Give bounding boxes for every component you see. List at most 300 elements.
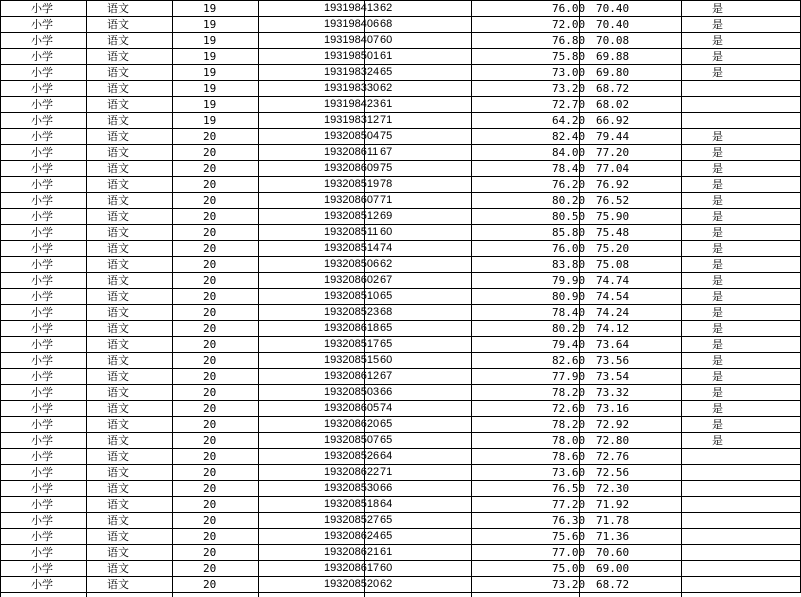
cell-total-score[interactable]: 73.16 bbox=[580, 401, 682, 417]
cell-total-score[interactable]: 74.74 bbox=[580, 273, 682, 289]
cell-class[interactable]: 20 bbox=[173, 353, 259, 369]
cell-exam-id[interactable]: 193208527 bbox=[259, 513, 365, 529]
cell-written-score[interactable]: 62 bbox=[365, 257, 472, 273]
cell-exam-id[interactable]: 193198324 bbox=[259, 65, 365, 81]
cell-level[interactable]: 小学 bbox=[1, 241, 87, 257]
cell-subject[interactable]: 语文 bbox=[87, 481, 173, 497]
cell-level[interactable]: 小学 bbox=[1, 145, 87, 161]
cell-total-score[interactable]: 72.30 bbox=[580, 481, 682, 497]
cell-written-score[interactable]: 62 bbox=[365, 1, 472, 17]
cell-exam-id[interactable]: 193198330 bbox=[259, 81, 365, 97]
cell-total-score[interactable]: 72.92 bbox=[580, 417, 682, 433]
cell-class[interactable]: 20 bbox=[173, 577, 259, 593]
cell-exam-id[interactable]: 193208507 bbox=[259, 433, 365, 449]
cell-written-score[interactable]: 69 bbox=[365, 209, 472, 225]
cell-class[interactable]: 20 bbox=[173, 401, 259, 417]
cell-class[interactable]: 19 bbox=[173, 97, 259, 113]
cell-pass-flag[interactable]: 是 bbox=[682, 49, 801, 65]
cell-class[interactable]: 19 bbox=[173, 17, 259, 33]
cell-subject[interactable]: 语文 bbox=[87, 513, 173, 529]
cell-pass-flag[interactable]: 是 bbox=[682, 17, 801, 33]
cell-class[interactable]: 19 bbox=[173, 1, 259, 17]
cell-class[interactable]: 20 bbox=[173, 529, 259, 545]
cell-subject[interactable]: 语文 bbox=[87, 497, 173, 513]
cell-total-score[interactable]: 70.40 bbox=[580, 17, 682, 33]
cell-written-score[interactable]: 68 bbox=[365, 17, 472, 33]
table-row bbox=[1, 337, 801, 353]
cell-interview-score[interactable]: 76.20 bbox=[472, 177, 580, 193]
cell-interview-score[interactable]: 77.90 bbox=[472, 369, 580, 385]
cell-exam-id[interactable]: 193208612 bbox=[259, 369, 365, 385]
cell-subject[interactable]: 语文 bbox=[87, 577, 173, 593]
cell-subject[interactable]: 语文 bbox=[87, 225, 173, 241]
cell-interview-score[interactable]: 64.20 bbox=[472, 113, 580, 129]
cell-level[interactable]: 小学 bbox=[1, 49, 87, 65]
cell-pass-flag[interactable] bbox=[682, 113, 801, 129]
cell-subject[interactable]: 语文 bbox=[87, 65, 173, 81]
cell-exam-id[interactable]: 193208512 bbox=[259, 209, 365, 225]
cell-level[interactable]: 小学 bbox=[1, 353, 87, 369]
cell-total-score[interactable]: 79.44 bbox=[580, 129, 682, 145]
table-row bbox=[1, 49, 801, 65]
cell-written-score[interactable]: 61 bbox=[365, 545, 472, 561]
cell-written-score[interactable]: 78 bbox=[365, 177, 472, 193]
cell-subject[interactable]: 语文 bbox=[87, 465, 173, 481]
cell-interview-score[interactable]: 77.20 bbox=[472, 497, 580, 513]
cell-total-score[interactable]: 75.90 bbox=[580, 209, 682, 225]
cell-subject[interactable]: 语文 bbox=[87, 273, 173, 289]
cell-level[interactable]: 小学 bbox=[1, 273, 87, 289]
cell-class[interactable]: 20 bbox=[173, 177, 259, 193]
cell-pass-flag[interactable]: 是 bbox=[682, 385, 801, 401]
cell-interview-score[interactable]: 82.60 bbox=[472, 353, 580, 369]
cell-subject[interactable]: 语文 bbox=[87, 193, 173, 209]
cell-subject[interactable]: 语文 bbox=[87, 49, 173, 65]
cell-total-score[interactable]: 74.12 bbox=[580, 321, 682, 337]
cell-written-score[interactable]: 71 bbox=[365, 193, 472, 209]
cell-subject[interactable]: 语文 bbox=[87, 241, 173, 257]
cell-exam-id[interactable]: 193208526 bbox=[259, 449, 365, 465]
cell-class[interactable]: 20 bbox=[173, 497, 259, 513]
cell-level[interactable]: 小学 bbox=[1, 433, 87, 449]
cell-pass-flag[interactable] bbox=[682, 513, 801, 529]
cell-pass-flag[interactable]: 是 bbox=[682, 321, 801, 337]
cell-interview-score[interactable]: 78.40 bbox=[472, 305, 580, 321]
cell-total-score[interactable]: 69.88 bbox=[580, 49, 682, 65]
cell-total-score[interactable]: 72.56 bbox=[580, 465, 682, 481]
cell-subject[interactable]: 语文 bbox=[87, 145, 173, 161]
cell-level[interactable]: 小学 bbox=[1, 129, 87, 145]
cell-level[interactable]: 小学 bbox=[1, 209, 87, 225]
cell-exam-id[interactable]: 193208605 bbox=[259, 401, 365, 417]
cell-pass-flag[interactable]: 是 bbox=[682, 257, 801, 273]
cell-subject[interactable]: 语文 bbox=[87, 97, 173, 113]
cell-class[interactable]: 20 bbox=[173, 433, 259, 449]
cell-written-score[interactable]: 65 bbox=[365, 337, 472, 353]
cell-level[interactable]: 小学 bbox=[1, 193, 87, 209]
cell-interview-score[interactable]: 83.80 bbox=[472, 257, 580, 273]
cell-level[interactable]: 小学 bbox=[1, 321, 87, 337]
cell-interview-score[interactable]: 82.40 bbox=[472, 129, 580, 145]
cell-class[interactable]: 20 bbox=[173, 561, 259, 577]
cell-pass-flag[interactable]: 是 bbox=[682, 353, 801, 369]
cell-level[interactable]: 小学 bbox=[1, 561, 87, 577]
cell-interview-score[interactable]: 73.20 bbox=[472, 81, 580, 97]
cell-interview-score[interactable]: 78.20 bbox=[472, 417, 580, 433]
cell-written-score[interactable]: 65 bbox=[365, 529, 472, 545]
cell-total-score[interactable]: 73.54 bbox=[580, 369, 682, 385]
cell-interview-score[interactable]: 78.00 bbox=[472, 433, 580, 449]
cell-subject[interactable]: 语文 bbox=[87, 177, 173, 193]
cell-class[interactable]: 20 bbox=[173, 465, 259, 481]
cell-total-score[interactable]: 68.72 bbox=[580, 577, 682, 593]
cell-pass-flag[interactable]: 是 bbox=[682, 305, 801, 321]
cell-interview-score[interactable]: 77.00 bbox=[472, 545, 580, 561]
cell-exam-id[interactable]: 193198413 bbox=[259, 1, 365, 17]
cell-class[interactable]: 20 bbox=[173, 289, 259, 305]
table-row bbox=[1, 529, 801, 545]
cell-class[interactable]: 19 bbox=[173, 113, 259, 129]
cell-level[interactable]: 小学 bbox=[1, 529, 87, 545]
cell-exam-id[interactable]: 193208617 bbox=[259, 561, 365, 577]
cell-exam-id[interactable]: 193208510 bbox=[259, 289, 365, 305]
cell-total-score[interactable]: 75.20 bbox=[580, 241, 682, 257]
cell-subject[interactable]: 语文 bbox=[87, 369, 173, 385]
cell-class[interactable]: 20 bbox=[173, 129, 259, 145]
cell-exam-id[interactable]: 193208523 bbox=[259, 305, 365, 321]
cell-total-score[interactable]: 74.54 bbox=[580, 289, 682, 305]
cell-total-score[interactable]: 73.56 bbox=[580, 353, 682, 369]
cell-class[interactable]: 20 bbox=[173, 337, 259, 353]
cell-written-score[interactable]: 62 bbox=[365, 577, 472, 593]
cell-subject[interactable]: 语文 bbox=[87, 401, 173, 417]
cell-pass-flag[interactable]: 是 bbox=[682, 193, 801, 209]
cell-interview-score[interactable]: 80.50 bbox=[472, 209, 580, 225]
cell-subject[interactable]: 语文 bbox=[87, 257, 173, 273]
cell-interview-score[interactable]: 72.60 bbox=[472, 401, 580, 417]
cell-exam-id[interactable]: 193208517 bbox=[259, 337, 365, 353]
cell-subject[interactable]: 语文 bbox=[87, 545, 173, 561]
cell-interview-score[interactable]: 85.80 bbox=[472, 225, 580, 241]
cell-exam-id[interactable]: 193208620 bbox=[259, 417, 365, 433]
cell-subject[interactable]: 语文 bbox=[87, 305, 173, 321]
cell-exam-id[interactable]: 193198312 bbox=[259, 113, 365, 129]
cell-interview-score[interactable]: 84.00 bbox=[472, 145, 580, 161]
cell-exam-id[interactable]: 193208515 bbox=[259, 353, 365, 369]
cell-class[interactable]: 20 bbox=[173, 161, 259, 177]
cell-interview-score[interactable]: 78.40 bbox=[472, 161, 580, 177]
cell-class[interactable]: 20 bbox=[173, 417, 259, 433]
cell-written-score[interactable]: 62 bbox=[365, 81, 472, 97]
cell-subject[interactable]: 语文 bbox=[87, 449, 173, 465]
cell-written-score[interactable]: 61 bbox=[365, 49, 472, 65]
cell-class[interactable]: 20 bbox=[173, 193, 259, 209]
cell-level[interactable]: 小学 bbox=[1, 17, 87, 33]
cell-written-score[interactable]: 65 bbox=[365, 417, 472, 433]
cell-subject[interactable]: 语文 bbox=[87, 113, 173, 129]
cell-class[interactable]: 19 bbox=[173, 49, 259, 65]
cell-level[interactable]: 小学 bbox=[1, 337, 87, 353]
cell-level[interactable]: 小学 bbox=[1, 113, 87, 129]
cell-interview-score[interactable]: 80.20 bbox=[472, 321, 580, 337]
cell-total-score[interactable]: 76.52 bbox=[580, 193, 682, 209]
cell-interview-score[interactable]: 79.40 bbox=[472, 337, 580, 353]
cell-class[interactable]: 20 bbox=[173, 257, 259, 273]
cell-interview-score[interactable]: 76.80 bbox=[472, 33, 580, 49]
cell-written-score[interactable]: 64 bbox=[365, 449, 472, 465]
cell-class[interactable]: 20 bbox=[173, 273, 259, 289]
cell-total-score[interactable]: 69.80 bbox=[580, 65, 682, 81]
cell-exam-id[interactable]: 193208602 bbox=[259, 273, 365, 289]
cell-total-score[interactable]: 71.36 bbox=[580, 529, 682, 545]
cell-pass-flag[interactable] bbox=[682, 497, 801, 513]
cell-class[interactable]: 19 bbox=[173, 65, 259, 81]
cell-total-score[interactable]: 76.92 bbox=[580, 177, 682, 193]
cell-total-score[interactable]: 77.04 bbox=[580, 161, 682, 177]
cell-class[interactable]: 20 bbox=[173, 481, 259, 497]
cell-interview-score[interactable]: 75.80 bbox=[472, 49, 580, 65]
cell-interview-score[interactable]: 76.30 bbox=[472, 513, 580, 529]
cell-class[interactable]: 20 bbox=[173, 449, 259, 465]
cell-subject[interactable]: 语文 bbox=[87, 385, 173, 401]
cell-written-score[interactable]: 60 bbox=[365, 353, 472, 369]
cell-exam-id[interactable]: 193208607 bbox=[259, 193, 365, 209]
cell-interview-score[interactable]: 72.70 bbox=[472, 97, 580, 113]
cell-class[interactable]: 20 bbox=[173, 241, 259, 257]
cell-level[interactable]: 小学 bbox=[1, 289, 87, 305]
cell-pass-flag[interactable]: 是 bbox=[682, 145, 801, 161]
cell-level[interactable]: 小学 bbox=[1, 161, 87, 177]
cell-written-score[interactable]: 68 bbox=[365, 305, 472, 321]
cell-pass-flag[interactable]: 是 bbox=[682, 417, 801, 433]
cell-pass-flag[interactable]: 是 bbox=[682, 337, 801, 353]
cell-level[interactable]: 小学 bbox=[1, 81, 87, 97]
cell-level[interactable]: 小学 bbox=[1, 497, 87, 513]
cell-level[interactable]: 小学 bbox=[1, 65, 87, 81]
cell-subject[interactable]: 语文 bbox=[87, 17, 173, 33]
cell-exam-id[interactable]: 193208609 bbox=[259, 161, 365, 177]
cell-total-score[interactable]: 74.24 bbox=[580, 305, 682, 321]
table-row bbox=[1, 321, 801, 337]
cell-written-score[interactable]: 64 bbox=[365, 497, 472, 513]
cell-pass-flag[interactable] bbox=[682, 81, 801, 97]
cell-pass-flag[interactable]: 是 bbox=[682, 129, 801, 145]
cell-interview-score[interactable]: 79.90 bbox=[472, 273, 580, 289]
cell-written-score[interactable]: 71 bbox=[365, 113, 472, 129]
cell-total-score[interactable]: 70.40 bbox=[580, 1, 682, 17]
cell-level[interactable]: 小学 bbox=[1, 577, 87, 593]
cell-written-score[interactable]: 65 bbox=[365, 65, 472, 81]
cell-interview-score[interactable]: 75.00 bbox=[472, 561, 580, 577]
cell-total-score[interactable]: 71.78 bbox=[580, 513, 682, 529]
cell-exam-id[interactable]: 193208621 bbox=[259, 545, 365, 561]
cell-exam-id[interactable]: 193208611 bbox=[259, 145, 365, 161]
cell-subject[interactable]: 语文 bbox=[87, 161, 173, 177]
cell-subject[interactable]: 语文 bbox=[87, 81, 173, 97]
cell-class[interactable]: 20 bbox=[173, 513, 259, 529]
cell-total-score[interactable]: 72.76 bbox=[580, 449, 682, 465]
cell-written-score[interactable]: 75 bbox=[365, 161, 472, 177]
cell-total-score[interactable]: 69.00 bbox=[580, 561, 682, 577]
cell-pass-flag[interactable]: 是 bbox=[682, 369, 801, 385]
cell-exam-id[interactable]: 193208504 bbox=[259, 129, 365, 145]
cell-exam-id[interactable]: 193208519 bbox=[259, 177, 365, 193]
cell-level[interactable]: 小学 bbox=[1, 545, 87, 561]
cell-pass-flag[interactable]: 是 bbox=[682, 33, 801, 49]
cell-subject[interactable]: 语文 bbox=[87, 417, 173, 433]
cell-written-score[interactable]: 65 bbox=[365, 513, 472, 529]
cell-pass-flag[interactable] bbox=[682, 465, 801, 481]
cell-level[interactable]: 小学 bbox=[1, 401, 87, 417]
cell-written-score[interactable]: 60 bbox=[365, 225, 472, 241]
cell-pass-flag[interactable]: 是 bbox=[682, 65, 801, 81]
cell-exam-id[interactable]: 193208514 bbox=[259, 241, 365, 257]
cell-pass-flag[interactable] bbox=[682, 97, 801, 113]
cell-total-score[interactable]: 75.48 bbox=[580, 225, 682, 241]
cell-pass-flag[interactable]: 是 bbox=[682, 401, 801, 417]
cell-interview-score[interactable]: 76.00 bbox=[472, 1, 580, 17]
cell-level[interactable]: 小学 bbox=[1, 449, 87, 465]
cell-exam-id[interactable]: 193198407 bbox=[259, 33, 365, 49]
cell-written-score[interactable]: 60 bbox=[365, 33, 472, 49]
cell-pass-flag[interactable]: 是 bbox=[682, 225, 801, 241]
cell-exam-id[interactable]: 193208506 bbox=[259, 257, 365, 273]
cell-exam-id[interactable]: 193208622 bbox=[259, 465, 365, 481]
cell-written-score[interactable]: 61 bbox=[365, 97, 472, 113]
cell-total-score[interactable]: 70.08 bbox=[580, 33, 682, 49]
cell-class[interactable]: 20 bbox=[173, 385, 259, 401]
cell-pass-flag[interactable] bbox=[682, 529, 801, 545]
cell-pass-flag[interactable] bbox=[682, 545, 801, 561]
cell-level[interactable]: 小学 bbox=[1, 257, 87, 273]
cell-class[interactable]: 19 bbox=[173, 81, 259, 97]
cell-class[interactable]: 20 bbox=[173, 305, 259, 321]
cell-interview-score[interactable]: 73.60 bbox=[472, 465, 580, 481]
cell-exam-id[interactable]: 193208624 bbox=[259, 529, 365, 545]
cell-subject[interactable]: 语文 bbox=[87, 561, 173, 577]
cell-subject[interactable]: 语文 bbox=[87, 529, 173, 545]
cell-exam-id[interactable]: 193208518 bbox=[259, 497, 365, 513]
cell-pass-flag[interactable] bbox=[682, 481, 801, 497]
cell-class[interactable]: 20 bbox=[173, 321, 259, 337]
cell-pass-flag[interactable]: 是 bbox=[682, 209, 801, 225]
cell-exam-id[interactable]: 193208511 bbox=[259, 225, 365, 241]
cell-total-score[interactable]: 70.60 bbox=[580, 545, 682, 561]
cell-exam-id[interactable]: 193208618 bbox=[259, 321, 365, 337]
cell-written-score[interactable]: 74 bbox=[365, 241, 472, 257]
cell-written-score[interactable]: 67 bbox=[365, 145, 472, 161]
cell-written-score[interactable]: 65 bbox=[365, 321, 472, 337]
cell-level[interactable]: 小学 bbox=[1, 177, 87, 193]
cell-pass-flag[interactable] bbox=[682, 449, 801, 465]
cell-subject[interactable]: 语文 bbox=[87, 33, 173, 49]
cell-exam-id[interactable]: 193198406 bbox=[259, 17, 365, 33]
cell-total-score[interactable]: 73.64 bbox=[580, 337, 682, 353]
cell-exam-id[interactable]: 193198423 bbox=[259, 97, 365, 113]
cell-level[interactable]: 小学 bbox=[1, 385, 87, 401]
cell-subject[interactable]: 语文 bbox=[87, 289, 173, 305]
cell-subject[interactable]: 语文 bbox=[87, 129, 173, 145]
cell-level[interactable]: 小学 bbox=[1, 305, 87, 321]
cell-level[interactable]: 小学 bbox=[1, 225, 87, 241]
cell-total-score[interactable]: 77.20 bbox=[580, 145, 682, 161]
cell-subject[interactable]: 语文 bbox=[87, 209, 173, 225]
cell-pass-flag[interactable]: 是 bbox=[682, 1, 801, 17]
cell-total-score[interactable]: 73.32 bbox=[580, 385, 682, 401]
cell-interview-score[interactable]: 73.00 bbox=[472, 65, 580, 81]
cell-written-score[interactable]: 65 bbox=[365, 289, 472, 305]
cell-written-score[interactable]: 67 bbox=[365, 369, 472, 385]
cell-interview-score[interactable]: 80.20 bbox=[472, 193, 580, 209]
cell-level[interactable]: 小学 bbox=[1, 417, 87, 433]
cell-interview-score[interactable]: 78.60 bbox=[472, 449, 580, 465]
cell-total-score[interactable]: 68.02 bbox=[580, 97, 682, 113]
cell-pass-flag[interactable]: 是 bbox=[682, 289, 801, 305]
cell-level[interactable]: 小学 bbox=[1, 465, 87, 481]
cell-class[interactable]: 20 bbox=[173, 369, 259, 385]
cell-level[interactable]: 小学 bbox=[1, 97, 87, 113]
cell-class[interactable]: 20 bbox=[173, 145, 259, 161]
cell-subject[interactable]: 语文 bbox=[87, 433, 173, 449]
cell-class[interactable]: 20 bbox=[173, 545, 259, 561]
cell-written-score[interactable]: 74 bbox=[365, 401, 472, 417]
cell-exam-id[interactable]: 193208530 bbox=[259, 481, 365, 497]
cell-pass-flag[interactable]: 是 bbox=[682, 433, 801, 449]
cell-class[interactable]: 20 bbox=[173, 209, 259, 225]
cell-level[interactable]: 小学 bbox=[1, 1, 87, 17]
cell-interview-score[interactable]: 78.20 bbox=[472, 385, 580, 401]
cell-level[interactable]: 小学 bbox=[1, 33, 87, 49]
cell-level[interactable]: 小学 bbox=[1, 369, 87, 385]
cell-exam-id[interactable]: 193208503 bbox=[259, 385, 365, 401]
cell-written-score[interactable]: 67 bbox=[365, 273, 472, 289]
cell-interview-score[interactable]: 72.00 bbox=[472, 17, 580, 33]
cell-written-score[interactable]: 66 bbox=[365, 385, 472, 401]
cell-interview-score[interactable]: 80.90 bbox=[472, 289, 580, 305]
cell-total-score[interactable]: 75.08 bbox=[580, 257, 682, 273]
cell-pass-flag[interactable] bbox=[682, 577, 801, 593]
cell-interview-score[interactable]: 73.20 bbox=[472, 577, 580, 593]
cell-written-score[interactable]: 71 bbox=[365, 465, 472, 481]
cell-exam-id[interactable]: 193198501 bbox=[259, 49, 365, 65]
cell-interview-score[interactable]: 75.60 bbox=[472, 529, 580, 545]
cell-pass-flag[interactable]: 是 bbox=[682, 241, 801, 257]
cell-subject[interactable]: 语文 bbox=[87, 1, 173, 17]
cell-pass-flag[interactable] bbox=[682, 561, 801, 577]
cell-subject[interactable]: 语文 bbox=[87, 353, 173, 369]
cell-written-score[interactable]: 65 bbox=[365, 433, 472, 449]
cell-pass-flag[interactable]: 是 bbox=[682, 161, 801, 177]
cell-subject[interactable]: 语文 bbox=[87, 337, 173, 353]
cell-total-score[interactable]: 71.92 bbox=[580, 497, 682, 513]
cell-class[interactable]: 19 bbox=[173, 33, 259, 49]
cell-written-score[interactable]: 66 bbox=[365, 481, 472, 497]
cell-total-score[interactable]: 72.80 bbox=[580, 433, 682, 449]
cell-class[interactable]: 20 bbox=[173, 225, 259, 241]
cell-interview-score[interactable]: 76.00 bbox=[472, 241, 580, 257]
cell-total-score[interactable]: 66.92 bbox=[580, 113, 682, 129]
cell-level[interactable]: 小学 bbox=[1, 481, 87, 497]
cell-level[interactable]: 小学 bbox=[1, 513, 87, 529]
cell-interview-score[interactable]: 76.50 bbox=[472, 481, 580, 497]
cell-pass-flag[interactable]: 是 bbox=[682, 273, 801, 289]
cell-written-score[interactable]: 60 bbox=[365, 561, 472, 577]
cell-subject[interactable]: 语文 bbox=[87, 321, 173, 337]
cell-pass-flag[interactable]: 是 bbox=[682, 177, 801, 193]
cell-written-score[interactable]: 75 bbox=[365, 129, 472, 145]
cell-exam-id[interactable]: 193208520 bbox=[259, 577, 365, 593]
cell-total-score[interactable]: 68.72 bbox=[580, 81, 682, 97]
